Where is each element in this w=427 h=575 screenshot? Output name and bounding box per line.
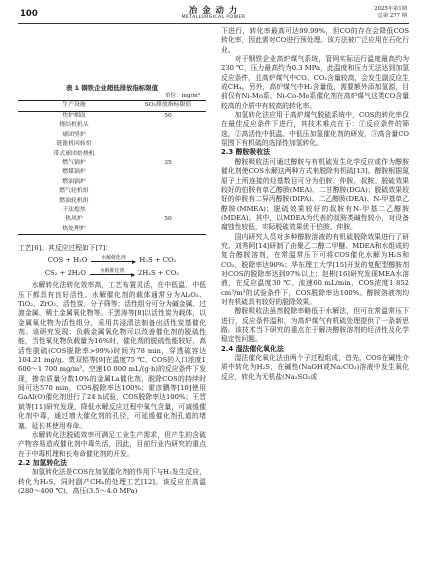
paragraph-amine-summary: 醇胺吸收法虽然脱除率略低于水解法，但可在常温常压下进行，反应条件温和，为高炉煤气有机硫处理提供了一条新思路。该技术当下研究的重点在于解决醇胺溶剂的经济性及化学稳定性问题。: [221, 307, 409, 344]
paragraph-hydrogenation-intro: 加氢转化法是COS在加氢催化剂的作用下与H₂发生反应，转化为H₂S，同时副产CH₄的处理工艺[12]。该反应在高温(280～400 ℃)、高压(3.5～4.0 MPa): [18, 468, 206, 495]
section-heading-2-3: 2.3 醇胺吸收法: [221, 148, 271, 157]
paragraph-wet-oxidation-intro: 湿法催化氧化法由两个子过程组成，首先，COS在碱性介质中转化为H₂S，在碱性(NaOH或Na₂CO₃)溶液中发生氧化反应，转化为无机盐(Na₂SO₃或: [221, 354, 409, 381]
equation-1-catalyst-label: 水解催化剂: [101, 255, 126, 262]
paragraph-hydrolysis-summary: 水解转化法脱硫效率可满足工业生产需求，但产生的含硫产物容易造成催化剂中毒失活，因此，目前行业内研究的重点在于中毒机理和长寿命催化剂的开发。: [18, 430, 206, 458]
facility-cell: 带式球团焙烧机: [53, 150, 95, 157]
left-column-text: [18, 244, 206, 496]
journal-title-en: METALLURGICAL POWER: [181, 15, 246, 20]
section-heading-2-2: 2.2 加氢转化法: [18, 458, 68, 467]
facility-cell: 干法熄焦: [62, 207, 86, 214]
facility-cell: 链篦机回转窑: [56, 141, 92, 148]
paragraph-amine-intro: 醇胺吸收法可通过醇胺与有机硫发生化学反应或作为醇胺催化剂使COS水解这两种方式来脱除有机硫[13]。醇胺根据氮原子上所连接的烃基数目可分为伯胺、仲胺、叔胺。脱硫效果较好的伯胺有单乙醇胺(MEA)、二甘醇胺(DGA)；脱硫效果较好的仲胺有二异丙醇胺(DIPA)、二乙醇胺(DEA)、N-甲基单乙醇胺(MMEA)；脱硫效果较好的叔胺有N-甲基二乙醇胺(MDEA)。其中，以MDEA为代表的叔胺类碱性较小，对设备腐蚀性较低，实际脱硫效果优于伯胺、仲胺。: [221, 157, 409, 232]
table-header-so2-limit: SO₂排放指标限值: [144, 102, 192, 109]
facility-cell: 焦炉烟囱: [62, 113, 86, 119]
emission-limits-table: [18, 100, 206, 235]
equation-1-lhs: COS + H₂O: [47, 256, 88, 265]
equation-2-lhs: CS₂ + 2H₂O: [44, 269, 86, 278]
equation-1-rhs: H₂S + CO₂: [139, 256, 177, 265]
right-column-text: [221, 27, 409, 382]
table-caption: 表 1 钢铁企业超低排放指标限值: [66, 84, 158, 92]
paragraph-amine-research: 国内研究人员对多种醇胺溶液的有机硫脱除效果进行了研究。刘秀阿[14]研制了由聚乙二醇二甲醚、MDEA和水组成的复合醇胺溶剂，在常温常压下可将COS催化水解为H₂S和CO₂，脱除率达90%；华东理工大学[15]开发的复配型醇胺剂对COS的脱除率达到97%以上；赵彬[16]研究发现MEA水溶液，在反应温度30 ℃、流速60 mL/min、COS浓度1 852 cm³/m³的试验条件下，COS脱除率达100%。醇胺溶液剂均对有机硫具有较好的脱除效果。: [221, 232, 409, 306]
paragraph-hydrolysis-catalysts: 水解转化法转化效率高，工艺布置灵活，在中低温、中低压下都具有良好活性。水解催化剂的载体通常分为Al₂O₃、TiO₂、ZrO₂、活性炭、分子筛等；活性组分可分为碱金属、过渡金属、稀土金属氧化物等。王雲涛等[8]以活性炭为载体，以金属氧化物为活性组分，采用共浸渍法制备出活性炭基催化剂。该研究发现：负载金属氧化物可以改善催化剂的脱硫性能，当性氧化物负载量为16%时，催化剂的脱硫性能较好，高活性脱硫(COS脱除率>99%)时间为78 min，穿透硫容达104.21 mg/g。贾双铭等[9]在温度75 ℃、COS的入口浓度1 600～1 700 mg/m³、空速10 000 mL/(g·h)的反应条件下发现，掺杂质量分数10%的金属La催化剂，脱除COS的持续时间可达570 min，COS脱除率达100%；霍彦鹏等[10]使用GaAl(O)催化剂进行了24 h试验，COS脱除率达100%；王晋斌等[11]研究发现，降低水解反应过程中氧气含量，可减缓催化剂中毒，通过增大催化剂的孔径，可延缓催化剂孔道的堵塞，延长其使用寿命。: [18, 281, 206, 430]
table-unit: 单位：mg/m³: [164, 92, 200, 99]
facility-cell: 燃煤锅炉: [62, 169, 86, 176]
page-header: [0, 0, 427, 26]
facility-cell: 燃油轮机组: [59, 197, 89, 204]
issue-info: [374, 6, 407, 20]
paragraph-hydrogenation-continued: 下进行，转化率最高可达99.99%，但CO的存在会降低COS转化率，因此需对CO进行预处理。该方法被广泛应用在石化行业。: [221, 27, 409, 54]
journal-title: 冶 金 动 力: [188, 5, 239, 15]
equation-2-rhs: 2H₂S + CO₂: [138, 269, 180, 278]
reaction-arrow-icon: [91, 261, 135, 262]
so2-limit-cell: 50: [164, 113, 172, 119]
equation-2-catalyst-label: 水解催化剂: [99, 268, 125, 275]
equation-1: [18, 255, 206, 265]
reaction-arrow-icon: [90, 274, 134, 275]
header-rule: [18, 23, 409, 24]
paragraph-hydrogenation-difficulties: 加氢转化法应用于高炉煤气脱硫系统中，COS的转化率仅在最佳反应条件下进行，其技术难点在于：①反应条件的筛选，②高活性中低温、中低压加氢催化剂的研发，③高含量CO氛围下有机硫的选择性加氢转化。: [221, 111, 409, 148]
journal-title-block: [0, 5, 427, 21]
table-row: [18, 112, 206, 122]
table-row: [18, 121, 206, 130]
facility-cell: 燃油锅炉: [62, 178, 86, 185]
section-heading-2-4: 2.4 湿法催化氧化法: [221, 344, 284, 353]
table-header-row: [18, 101, 206, 112]
table-header-facility: 生产设施: [62, 102, 86, 109]
facility-cell: 球团竖炉: [62, 131, 86, 138]
paragraph-blast-furnace-gas: 对于钢铁企业高炉煤气系统，管网实际运行温度最高约为230 ℃，压力最高约为0.3 MPa，此温度和压力无法达到加氢反应条件，且高炉煤气中CO、CO₂含量较高，会发生副反应生成CH₄。另外，高炉煤气中H₂含量低，需要额外添加氢源，目前仅有Ni-Mo系、Ni-Co-Mo系催化剂在高炉煤气这类CO含量较高的介质中有较高的转化率。: [221, 55, 409, 110]
facility-cell: 热处理炉: [62, 225, 86, 232]
facility-cell: 烧结机机头: [59, 122, 89, 129]
issue-number: 2025年第1期: [374, 6, 407, 12]
page-number: 100: [20, 9, 38, 19]
so2-limit-cell: 50: [164, 216, 172, 223]
facility-cell: 燃气锅炉: [62, 160, 86, 167]
so2-limit-cell: 35: [164, 160, 172, 167]
equation-1-arrow: [91, 255, 135, 262]
table-block: [18, 84, 206, 235]
table-row: [18, 206, 206, 215]
equation-2: [18, 268, 206, 278]
table-body: [18, 112, 206, 235]
equation-2-arrow: [90, 268, 134, 275]
facility-cell: 燃气轮机组: [59, 188, 89, 195]
facility-cell: 热风炉: [65, 216, 83, 223]
equation-intro: 工艺[6]。其反应过程如下[7]：: [18, 244, 113, 252]
total-issue-number: 总第 277 期: [377, 13, 407, 19]
